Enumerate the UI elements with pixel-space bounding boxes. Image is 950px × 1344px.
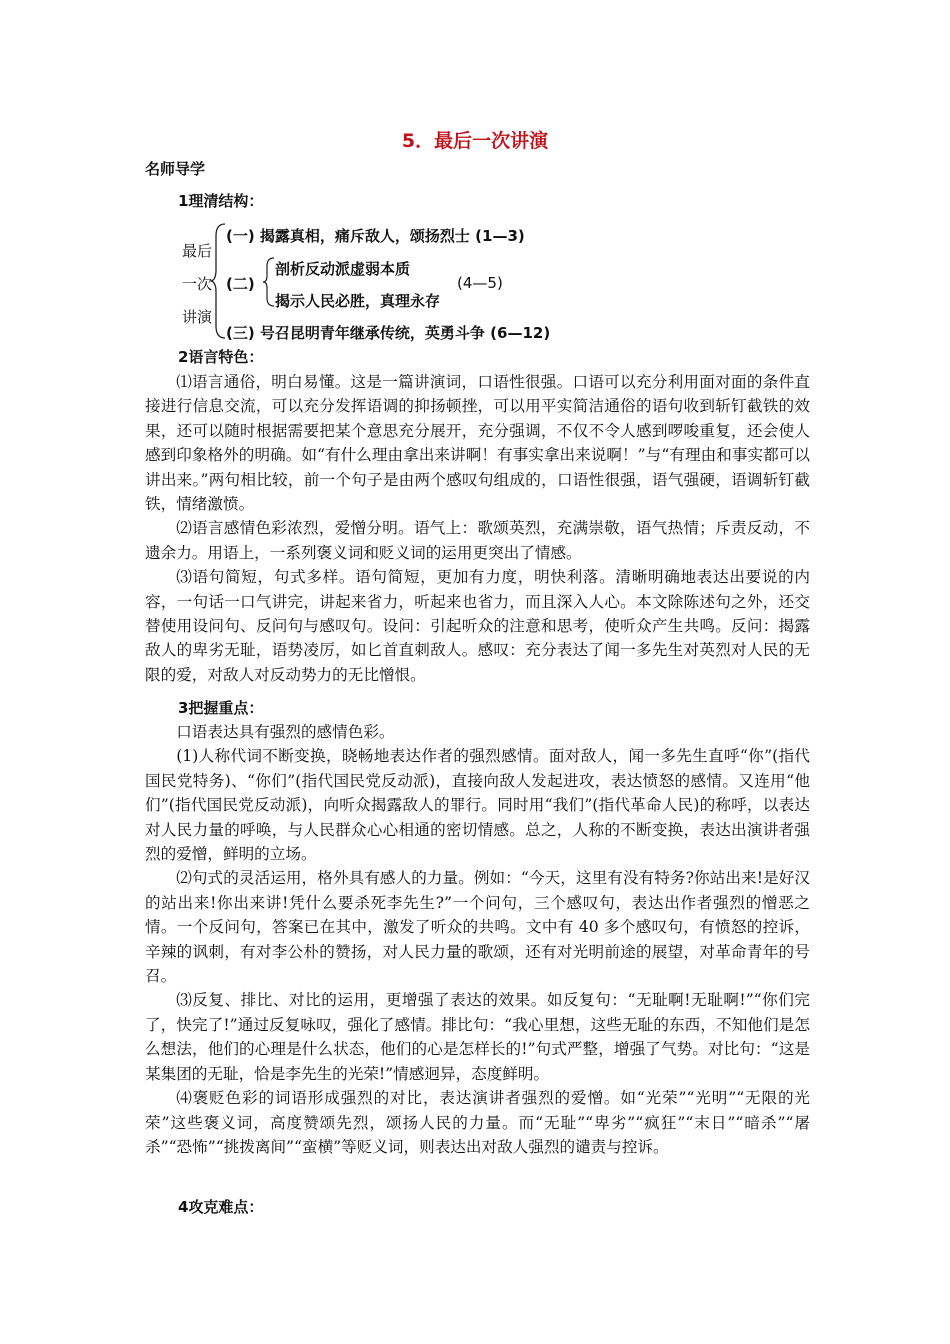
structure-part-2-label: (二) (226, 275, 255, 293)
key-points-paragraph-2: ⑵句式的灵活运用，格外具有感人的力量。例如：“今天，这里有没有特务?你站出来!是好汉的站出来!你出来讲!凭什么要杀死李先生?”一个问句，三个感叹句，表达出作者强烈的憎恶之情。一个反问句，答案已在其中，激发了听众的共鸣。文中有 40 多个感叹句，有愤怒的控诉，辛辣的讽刺，有对李公朴的赞扬，对人民力量的歌颂，还有对光明前途的展望，对革命青年的号召。 (145, 869, 810, 986)
key-points-intro: 口语表达具有强烈的感情色彩。 (176, 723, 395, 741)
key-points-paragraph-4: ⑷褒贬色彩的词语形成强烈的对比，表达演讲者强烈的爱憎。如“光荣”“光明”“无限的光荣”这些褒义词，高度赞颂先烈，颂扬人民的力量。而“无耻”“卑劣”“疯狂”“末日”“暗杀”“屠杀”“恐怖”“挑拨离间”“蛮横”等贬义词，则表达出对敌人强烈的谴责与控诉。 (145, 1089, 810, 1156)
language-paragraph-1: ⑴语言通俗，明白易懂。这是一篇讲演词，口语性很强。口语可以充分利用面对面的条件直接进行信息交流，可以充分发挥语调的抑扬顿挫，可以用平实简洁通俗的语句收到斩钉截铁的效果，还可以随时根据需要把某个意思充分展开，充分强调，不仅不令人感到啰唆重复，还会使人感到印象格外的明确。如“有什么理由拿出来讲啊！有事实拿出来说啊！”与“有理由和事实都可以讲出来。”两句相比较，前一个句子是由两个感叹句组成的，口语性很强，语气强硬，语调斩钉截铁，情绪激愤。 (145, 373, 810, 514)
difficulty-heading: 4攻克难点： (178, 1198, 264, 1216)
structure-part-1: (一) 揭露真相，痛斥敌人，颂扬烈士 (1—3) (226, 227, 525, 245)
language-heading: 2语言特色： (178, 348, 264, 366)
page-title: 5．最后一次讲演 (401, 130, 549, 152)
structure-root-char-1: 最后 (182, 242, 213, 260)
structure-part-2-range: (4—5) (457, 274, 503, 292)
language-paragraph-3: ⑶语句简短，句式多样。语句简短，更加有力度，明快利落。清晰明确地表达出要说的内容，一句话一口气讲完，讲起来省力，听起来也省力，而且深入人心。本文除陈述句之外，还交替使用设问句、反问句与感叹句。设问：引起听众的注意和思考，使听众产生共鸣。反问：揭露敌人的卑劣无耻，语势凌厉，如匕首直刺敌人。感叹：充分表达了闻一多先生对英烈对人民的无限的爱，对敌人对反动势力的无比憎恨。 (145, 568, 810, 684)
key-points-paragraph-3: ⑶反复、排比、对比的运用，更增强了表达的效果。如反复句：“无耻啊!无耻啊!”“你们完了，快完了!”通过反复咏叹，强化了感情。排比句：“我心里想，这些无耻的东西，不知他们是怎么想法，他们的心理是什么状态，他们的心是怎样长的!”句式严整，增强了气势。对比句：“这是某集团的无耻，恰是李先生的光荣!”情感迥异，态度鲜明。 (145, 991, 810, 1083)
language-paragraph-2: ⑵语言感情色彩浓烈，爱憎分明。语气上：歌颂英烈，充满崇敬，语气热情；斥责反动，不遗余力。用语上，一系列褒义词和贬义词的运用更突出了情感。 (145, 519, 810, 562)
structure-heading: 1理清结构： (178, 192, 264, 210)
structure-root-char-3: 讲演 (182, 308, 213, 326)
key-points-section (145, 720, 810, 1159)
structure-part-2-item-1: 剖析反动派虚弱本质 (275, 260, 411, 278)
structure-root-char-2: 一次 (182, 275, 213, 293)
structure-sub-brace (262, 256, 276, 308)
key-points-paragraph-1: (1)人称代词不断变换，晓畅地表达作者的强烈感情。面对敌人，闻一多先生直呼“你”(指代国民党特务)、“你们”(指代国民党反动派)，直接向敌人发起进攻，表达愤怒的感情。又连用“他们”(指代国民党反动派)，向听众揭露敌人的罪行。同时用“我们”(指代革命人民)的称呼，以表达对人民力量的呼唤，与人民群众心心相通的密切情感。总之，人称的不断变换，表达出演讲者强烈的爱憎，鲜明的立场。 (145, 747, 810, 864)
structure-part-2-item-2: 揭示人民必胜，真理永存 (275, 292, 441, 310)
language-section (145, 370, 810, 687)
structure-part-3: (三) 号召昆明青年继承传统，英勇斗争 (6—12) (226, 324, 551, 342)
section-label: 名师导学 (145, 160, 206, 178)
key-points-heading: 3把握重点： (178, 699, 264, 717)
